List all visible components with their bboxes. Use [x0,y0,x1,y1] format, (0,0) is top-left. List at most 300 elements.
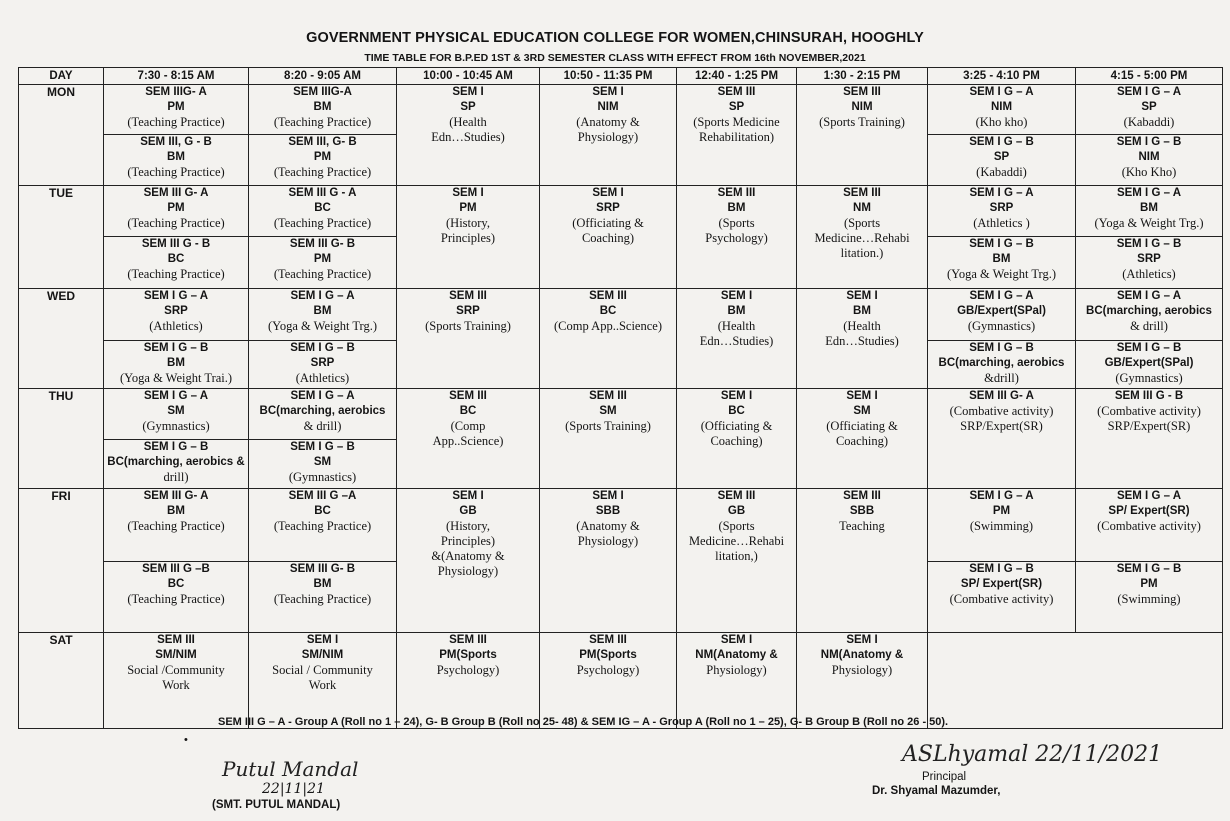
class-detail: Teaching [839,519,885,534]
timetable-cell [797,633,928,729]
class-group: SEM I G – B [969,563,1034,576]
class-group: SEM I G – B [1116,238,1182,251]
class-detail: Coaching) [581,230,635,245]
timetable-cell [677,289,797,389]
class-group: SEM I [306,634,339,647]
class-detail: (Teaching Practice) [127,592,225,607]
timetable-cell [104,562,249,633]
class-detail: SRP [596,201,620,214]
class-detail: Medicine…Rehabi [688,534,785,549]
class-group: SEM III [843,86,881,98]
class-group: SEM III [589,389,627,402]
timetable-cell [249,289,397,341]
class-group: SEM III, G- B [288,135,357,148]
column-header-slot: 4:15 - 5:00 PM [1076,68,1223,85]
class-detail: Psychology) [705,230,768,245]
class-group: SEM III [449,389,487,402]
class-group: SEM I [720,389,753,402]
class-detail: Rehabilitation) [699,130,774,144]
class-detail: BM [167,356,185,369]
timetable-cell [249,340,397,388]
class-detail: SBB [849,505,875,518]
class-detail: SBB [595,505,621,518]
class-detail: BC [459,404,477,417]
class-detail: BC [314,201,331,214]
day-label: SAT [19,633,104,729]
class-group: SEM I G – A [969,490,1034,503]
class-detail: SM [167,404,185,417]
coordinator-signature-block [212,757,359,811]
class-detail: (Yoga & Weight Trg.) [267,319,378,334]
day-row [19,85,1223,135]
class-detail: BC [167,578,185,591]
class-detail: NM(Anatomy & [820,649,904,662]
class-detail: GB/Expert(SPal) [957,305,1046,318]
day-label: TUE [19,185,104,289]
day-row [19,388,1223,440]
class-detail: BC [599,305,617,318]
class-detail: SRP/Expert(SR) [960,418,1043,433]
class-group: SEM I [452,490,484,503]
class-detail: (Teaching Practice) [127,164,225,179]
day-label: FRI [19,489,104,633]
class-detail: &drill) [984,370,1019,385]
class-detail: SRP [989,201,1014,214]
timetable-body [19,85,1223,729]
class-group: SEM I [452,86,484,98]
column-header-slot: 12:40 - 1:25 PM [677,68,797,85]
class-detail: SP/ Expert(SR) [1108,505,1190,518]
day-row [19,633,1223,729]
timetable-cell [104,85,249,135]
class-detail: (Teaching Practice) [127,267,225,282]
class-detail: Coaching) [710,433,763,448]
timetable-cell [928,633,1223,729]
class-group: SEM III, G - B [140,135,212,148]
timetable-cell [249,489,397,562]
class-detail: SP [1141,101,1157,113]
class-group: SEM I G – A [969,290,1034,303]
timetable-cell [104,440,249,489]
class-group: SEM I G – B [143,441,209,454]
timetable-cell [677,85,797,186]
class-detail: (Teaching Practice) [273,164,372,179]
class-group: SEM III [717,86,756,98]
day-label: MON [19,85,104,186]
class-detail: (Teaching Practice) [127,115,225,129]
timetable-cell [928,185,1076,237]
coordinator-signature: Putul Mandal [222,757,359,781]
timetable-cell [249,440,397,489]
class-detail: (Teaching Practice) [273,592,372,607]
class-detail: (Health [843,319,881,334]
timetable-cell [397,85,540,186]
class-detail: (Swimming) [969,519,1034,534]
timetable-cell [928,340,1076,388]
class-group: SEM III [843,490,881,503]
column-header-slot: 3:25 - 4:10 PM [928,68,1076,85]
document-title: GOVERNMENT PHYSICAL EDUCATION COLLEGE FOR WOMEN,CHINSURAH, HOOGHLY [306,30,924,46]
class-group: SEM III [449,290,487,303]
class-group: SEM III G –B [142,563,210,576]
class-detail: (Combative activity) [949,403,1054,418]
class-detail: (Sports Training) [819,115,905,129]
timetable-cell [1076,185,1223,237]
class-detail: Work [308,678,337,693]
class-group: SEM III [449,634,487,647]
class-group: SEM I G – B [969,135,1034,148]
group-footnote: SEM III G – A - Group A (Roll no 1 – 24), G- B Group B (Roll no 25- 48) & SEM IG – A - Group A (Roll no 1 – 25), G- B Group B (Roll no 26 - 50). [218,716,949,728]
class-group: SEM I G – B [1116,135,1182,148]
class-detail: SRP [1137,253,1161,266]
class-group: SEM I G – B [290,441,355,454]
class-detail: Coaching) [835,433,889,448]
class-group: SEM III G - A [288,186,357,199]
class-detail: SRP [456,305,480,318]
class-group: SEM I G – B [290,341,355,354]
timetable-cell [1076,388,1223,489]
timetable-cell [104,489,249,562]
class-detail: NIM [851,101,873,113]
timetable-cell [540,633,677,729]
class-detail: SRP [164,305,188,318]
timetable-cell [928,562,1076,633]
class-group: SEM III G- A [969,389,1034,402]
class-detail: (Teaching Practice) [127,215,225,230]
class-detail: SRP/Expert(SR) [1107,418,1191,433]
class-group: SEM III G- A [143,186,209,199]
principal-role: Principal [922,771,967,783]
class-detail: (Kabaddi) [976,164,1027,179]
coordinator-name: (SMT. PUTUL MANDAL) [212,799,341,811]
timetable-cell [677,388,797,489]
class-detail: Edn…Studies) [431,130,505,144]
class-detail: SM [599,404,617,417]
class-detail: Physiology) [437,564,499,579]
class-detail: (Sports Training) [425,319,511,334]
column-header-day: DAY [19,68,104,85]
class-detail: BC(marching, aerobics [1086,305,1212,318]
class-detail: BC [167,253,185,266]
timetable [18,67,1223,729]
class-detail: BM [313,305,332,318]
class-detail: (Teaching Practice) [127,519,225,534]
class-group: SEM III [157,634,195,647]
day-row [19,185,1223,237]
class-detail: Psychology) [436,663,500,678]
timetable-cell [1076,340,1223,388]
class-group: SEM III G - B [141,238,211,251]
class-detail: SM/NIM [301,649,344,662]
class-detail: Physiology) [831,663,893,678]
class-group: SEM I [452,186,484,199]
class-detail: (Combative activity) [1097,519,1201,534]
class-detail: Physiology) [577,534,639,549]
class-detail: & drill) [1130,319,1168,334]
class-detail: GB [727,505,746,518]
class-group: SEM III G- A [143,490,209,503]
class-group: SEM I [720,634,753,647]
class-group: SEM I [592,490,624,503]
class-group: SEM III [717,490,756,503]
day-label: THU [19,388,104,489]
class-group: SEM III G- B [289,563,356,576]
timetable-cell [397,388,540,489]
day-row [19,489,1223,562]
class-group: SEM I G – A [143,389,209,402]
class-detail: (Gymnastics) [142,418,210,433]
class-detail: BM [1140,201,1158,214]
class-detail: Principles) [440,230,496,245]
column-header-slot: 8:20 - 9:05 AM [249,68,397,85]
timetable-cell [1076,289,1223,341]
class-detail: (Combative activity) [1097,403,1201,418]
class-group: SEM III G- B [289,238,356,251]
class-detail: NIM [597,101,619,113]
class-detail: BM [313,578,332,591]
column-header-slot: 10:00 - 10:45 AM [397,68,540,85]
class-group: SEM III [589,634,627,647]
class-detail: (Sports Medicine [693,115,780,129]
class-detail: SP [728,101,745,113]
class-detail: & drill) [303,418,342,433]
timetable-cell [928,237,1076,289]
timetable-cell [928,388,1076,489]
timetable-cell [397,633,540,729]
class-detail: (Officiating & [700,418,773,433]
class-detail: (Sports [718,519,755,534]
class-detail: BM [853,305,871,318]
timetable-cell [540,289,677,389]
class-detail: (Yoga & Weight Trai.) [119,370,233,385]
class-detail: Medicine…Rehabi [814,230,910,245]
timetable-cell [249,185,397,237]
class-detail: BM [167,150,185,163]
class-detail: (Yoga & Weight Trg.) [1094,215,1204,230]
class-detail: (Teaching Practice) [273,267,372,282]
class-detail: (Yoga & Weight Trg.) [946,267,1057,282]
class-detail: drill) [163,470,189,485]
class-detail: PM [313,253,332,266]
coordinator-signature-date: 22|11|21 [262,781,325,797]
class-detail: litation.) [840,245,884,260]
class-detail: BM [313,101,332,113]
class-detail: BM [727,305,746,318]
class-detail: SM/NIM [155,649,197,662]
class-detail: SM [313,456,332,469]
class-detail: Physiology) [706,663,767,678]
class-detail: Edn…Studies) [825,334,899,349]
class-detail: PM [1140,578,1158,591]
class-detail: Physiology) [577,130,639,144]
class-detail: &(Anatomy & [431,549,505,564]
class-detail: PM [992,505,1011,518]
class-group: SEM I [592,86,624,98]
timetable-cell [249,134,397,185]
class-detail: (Combative activity) [949,592,1054,607]
class-detail: (Kabaddi) [1123,115,1175,129]
class-group: SEM I [592,186,624,199]
class-group: SEM I [846,389,878,402]
class-detail: SRP [310,356,335,369]
document-subtitle: TIME TABLE FOR B.P.ED 1ST & 3RD SEMESTER CLASS WITH EFFECT FROM 16th NOVEMBER,2021 [364,52,866,64]
class-detail: GB [459,505,477,518]
timetable-cell [1076,85,1223,135]
class-group: SEM I G – A [290,290,355,303]
timetable-cell [104,289,249,341]
timetable-cell [540,388,677,489]
class-detail: SP/ Expert(SR) [960,578,1043,591]
class-detail: Work [162,678,190,693]
class-detail: (History, [446,215,490,230]
class-detail: (Health [717,319,756,334]
footnote-bullet: • [184,734,188,746]
class-detail: Principles) [440,534,496,549]
timetable-cell [1076,562,1223,633]
class-group: SEM I G – B [969,238,1034,251]
class-detail: (Officiating & [572,215,644,230]
class-detail: (Kho Kho) [1121,164,1177,179]
timetable-cell [797,489,928,633]
class-detail: litation,) [715,549,758,564]
class-detail: (Sports Training) [565,418,651,433]
timetable-cell [928,489,1076,562]
class-detail: (Athletics ) [973,215,1030,230]
class-detail: App..Science) [432,433,504,448]
timetable-cell [677,633,797,729]
class-detail: PM [167,201,185,214]
class-detail: (Sports [718,215,755,230]
class-group: SEM III [589,290,627,303]
class-group: SEM I G – A [1116,86,1182,98]
class-group: SEM I [846,290,878,303]
timetable-cell [540,489,677,633]
class-group: SEM III [843,186,881,199]
column-header-slot: 1:30 - 2:15 PM [797,68,928,85]
timetable-cell [249,562,397,633]
class-detail: (History, [446,519,490,534]
timetable-cell [104,340,249,388]
class-detail: Social / Community [272,663,373,678]
timetable-cell [540,85,677,186]
class-detail: PM [459,201,477,214]
timetable-cell [104,633,249,729]
class-detail: Social /Community [127,663,225,678]
timetable-cell [397,489,540,633]
timetable-cell [249,85,397,135]
column-header-slot: 10:50 - 11:35 PM [540,68,677,85]
principal-signature-block [872,742,1162,797]
class-detail: SP [460,101,476,113]
class-group: SEM I G – B [143,341,209,354]
timetable-cell [540,185,677,289]
class-detail: BC(marching, aerobics & [107,456,245,469]
class-group: SEM IIIG-A [293,86,352,98]
class-detail: SM [853,404,871,417]
class-detail: (Athletics) [295,370,350,385]
class-group: SEM I [720,290,753,303]
class-detail: (Gymnastics) [967,319,1036,334]
timetable-cell [928,134,1076,185]
timetable-cell [397,289,540,389]
class-detail: PM(Sports [439,649,497,662]
class-detail: (Swimming) [1117,592,1181,607]
timetable-cell [797,85,928,186]
class-detail: NM(Anatomy & [695,649,778,662]
principal-name: Dr. Shyamal Mazumder, [872,785,1001,797]
timetable-cell [104,185,249,237]
timetable-cell [797,289,928,389]
class-detail: BM [992,253,1011,266]
timetable-cell [249,388,397,440]
class-detail: BC [314,505,331,518]
class-detail: NIM [1138,150,1160,163]
class-detail: BC(marching, aerobics [938,356,1065,369]
class-detail: (Health [449,115,487,129]
timetable-cell [104,388,249,440]
timetable-cell [397,185,540,289]
timetable-cell [249,633,397,729]
timetable-cell [1076,134,1223,185]
class-detail: (Comp App..Science) [554,319,662,334]
class-detail: PM [313,150,332,163]
class-detail: NIM [990,101,1013,113]
class-group: SEM I G – B [1116,341,1182,354]
class-detail: (Teaching Practice) [273,215,372,230]
class-group: SEM I G – A [969,86,1034,98]
class-group: SEM I G – A [1116,186,1182,199]
timetable-cell [928,289,1076,341]
class-detail: (Gymnastics) [1115,370,1183,385]
class-detail: (Athletics) [1122,267,1176,282]
timetable-cell [677,185,797,289]
timetable-cell [104,237,249,289]
timetable-cell [249,237,397,289]
timetable-cell [104,134,249,185]
class-group: SEM I G – A [143,290,209,303]
class-detail: PM(Sports [579,649,637,662]
class-group: SEM III G - B [1114,389,1184,402]
class-group: SEM I G – A [1116,490,1182,503]
class-detail: GB/Expert(SPal) [1104,356,1194,369]
timetable-header-row [19,68,1223,85]
principal-signature: ASLhyamal 22/11/2021 [902,742,1163,767]
class-group: SEM I G – B [1116,563,1182,576]
class-detail: SP [993,150,1010,163]
class-detail: (Gymnastics) [288,470,357,485]
timetable-cell [797,185,928,289]
class-detail: BM [167,505,185,518]
class-group: SEM I G – A [969,186,1034,199]
class-group: SEM III [717,186,756,199]
class-detail: (Kho kho) [975,115,1028,129]
timetable-cell [928,85,1076,135]
class-detail: NM [853,201,871,214]
timetable-cell [797,388,928,489]
timetable-cell [1076,237,1223,289]
class-detail: Psychology) [576,663,640,678]
class-detail: PM [167,101,185,113]
class-detail: BC(marching, aerobics [259,404,386,417]
timetable-cell [1076,489,1223,562]
class-detail: (Sports [843,215,881,230]
class-detail: (Officiating & [826,418,898,433]
day-row [19,289,1223,341]
timetable-cell [677,489,797,633]
class-group: SEM I G – A [290,389,355,402]
class-group: SEM IIIG- A [145,86,207,98]
class-detail: (Teaching Practice) [273,115,372,129]
